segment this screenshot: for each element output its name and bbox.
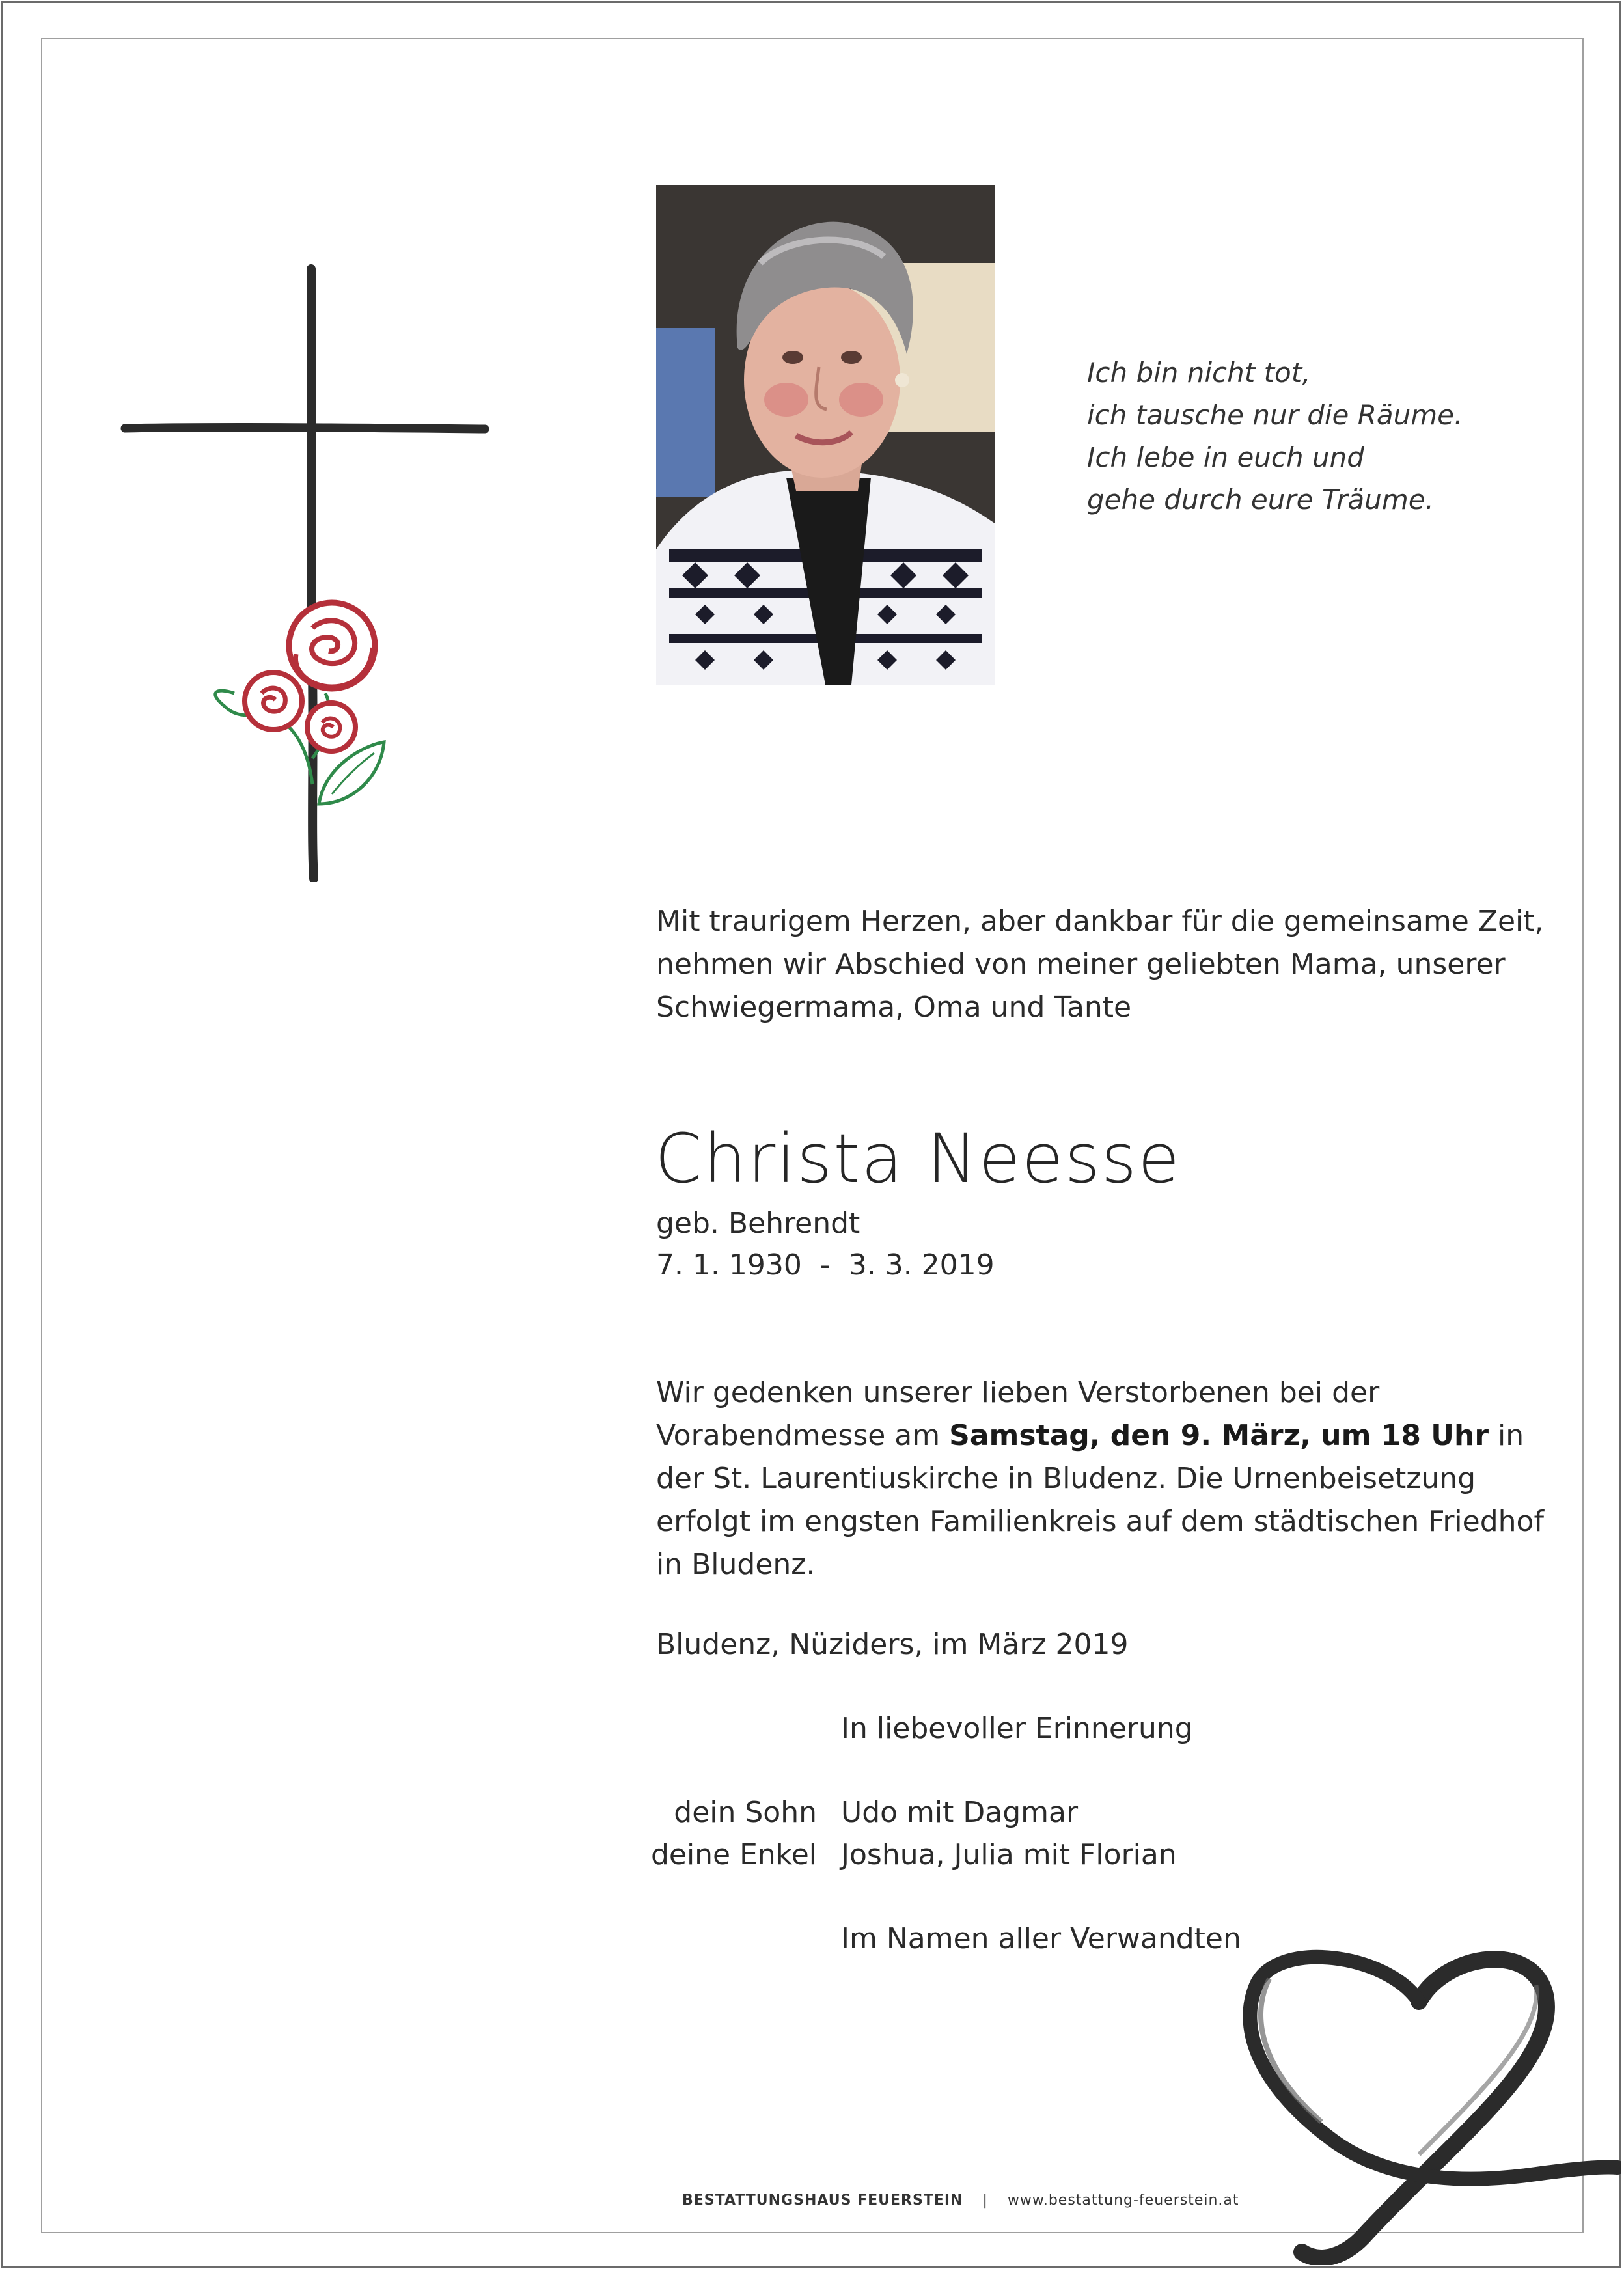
rose-large-icon bbox=[289, 603, 375, 689]
intro-text bbox=[656, 900, 1544, 1029]
service-text bbox=[656, 1371, 1544, 1586]
service-line: erfolgt im engsten Familienkreis auf dem städtischen Friedhof bbox=[656, 1505, 1544, 1538]
poem-line: gehe durch eure Träume. bbox=[1087, 484, 1434, 516]
life-dates: 7. 1. 1930 - 3. 3. 2019 bbox=[656, 1248, 995, 1282]
place-date: Bludenz, Nüziders, im März 2019 bbox=[656, 1628, 1129, 1661]
poem bbox=[1087, 351, 1543, 521]
footer-website[interactable]: www.bestattung-feuerstein.at bbox=[1007, 2192, 1239, 2209]
service-line-pre: Vorabendmesse am bbox=[656, 1419, 950, 1452]
intro-line: Mit traurigem Herzen, aber dankbar für die gemeinsame Zeit, bbox=[656, 905, 1544, 938]
portrait-image bbox=[656, 185, 995, 685]
relative-names: Udo mit Dagmar bbox=[841, 1796, 1079, 1829]
service-line: in Bludenz. bbox=[656, 1548, 816, 1581]
rose-small-left-icon bbox=[245, 672, 302, 730]
service-line: der St. Laurentiuskirche in Bludenz. Die Urnenbeisetzung bbox=[656, 1462, 1476, 1495]
poem-line: Ich bin nicht tot, bbox=[1087, 357, 1311, 389]
rose-small-right-icon bbox=[307, 703, 355, 751]
poem-line: Ich lebe in euch und bbox=[1087, 441, 1364, 473]
service-line-post: in bbox=[1489, 1419, 1524, 1452]
intro-line: Schwiegermama, Oma und Tante bbox=[656, 991, 1132, 1024]
service-line bbox=[656, 1414, 1535, 1457]
relative-label: deine Enkel bbox=[650, 1838, 817, 1871]
poem-line: ich tausche nur die Räume. bbox=[1087, 399, 1463, 431]
footer bbox=[682, 2191, 1239, 2210]
on-behalf-text: Im Namen aller Verwandten bbox=[841, 1922, 1241, 1955]
portrait-photo bbox=[656, 185, 995, 685]
birth-name: geb. Behrendt bbox=[656, 1207, 860, 1240]
deceased-details bbox=[656, 1203, 995, 1286]
relative-names: Joshua, Julia mit Florian bbox=[841, 1838, 1177, 1871]
service-line: Wir gedenken unserer lieben Verstorbenen bei der bbox=[656, 1376, 1380, 1409]
relative-label: dein Sohn bbox=[674, 1796, 817, 1829]
heart-brush-icon bbox=[1172, 1927, 1621, 2265]
deceased-name: Christa Neesse bbox=[655, 1119, 1181, 1198]
service-datetime: Samstag, den 9. März, um 18 Uhr bbox=[949, 1419, 1489, 1452]
intro-line: nehmen wir Abschied von meiner geliebten Mama, unserer bbox=[656, 948, 1506, 981]
footer-separator: | bbox=[982, 2192, 988, 2209]
cross-with-roses-icon bbox=[117, 264, 495, 882]
footer-firm: BESTATTUNGSHAUS FEUERSTEIN bbox=[682, 2192, 963, 2209]
closing-text: In liebevoller Erinnerung bbox=[841, 1712, 1193, 1745]
